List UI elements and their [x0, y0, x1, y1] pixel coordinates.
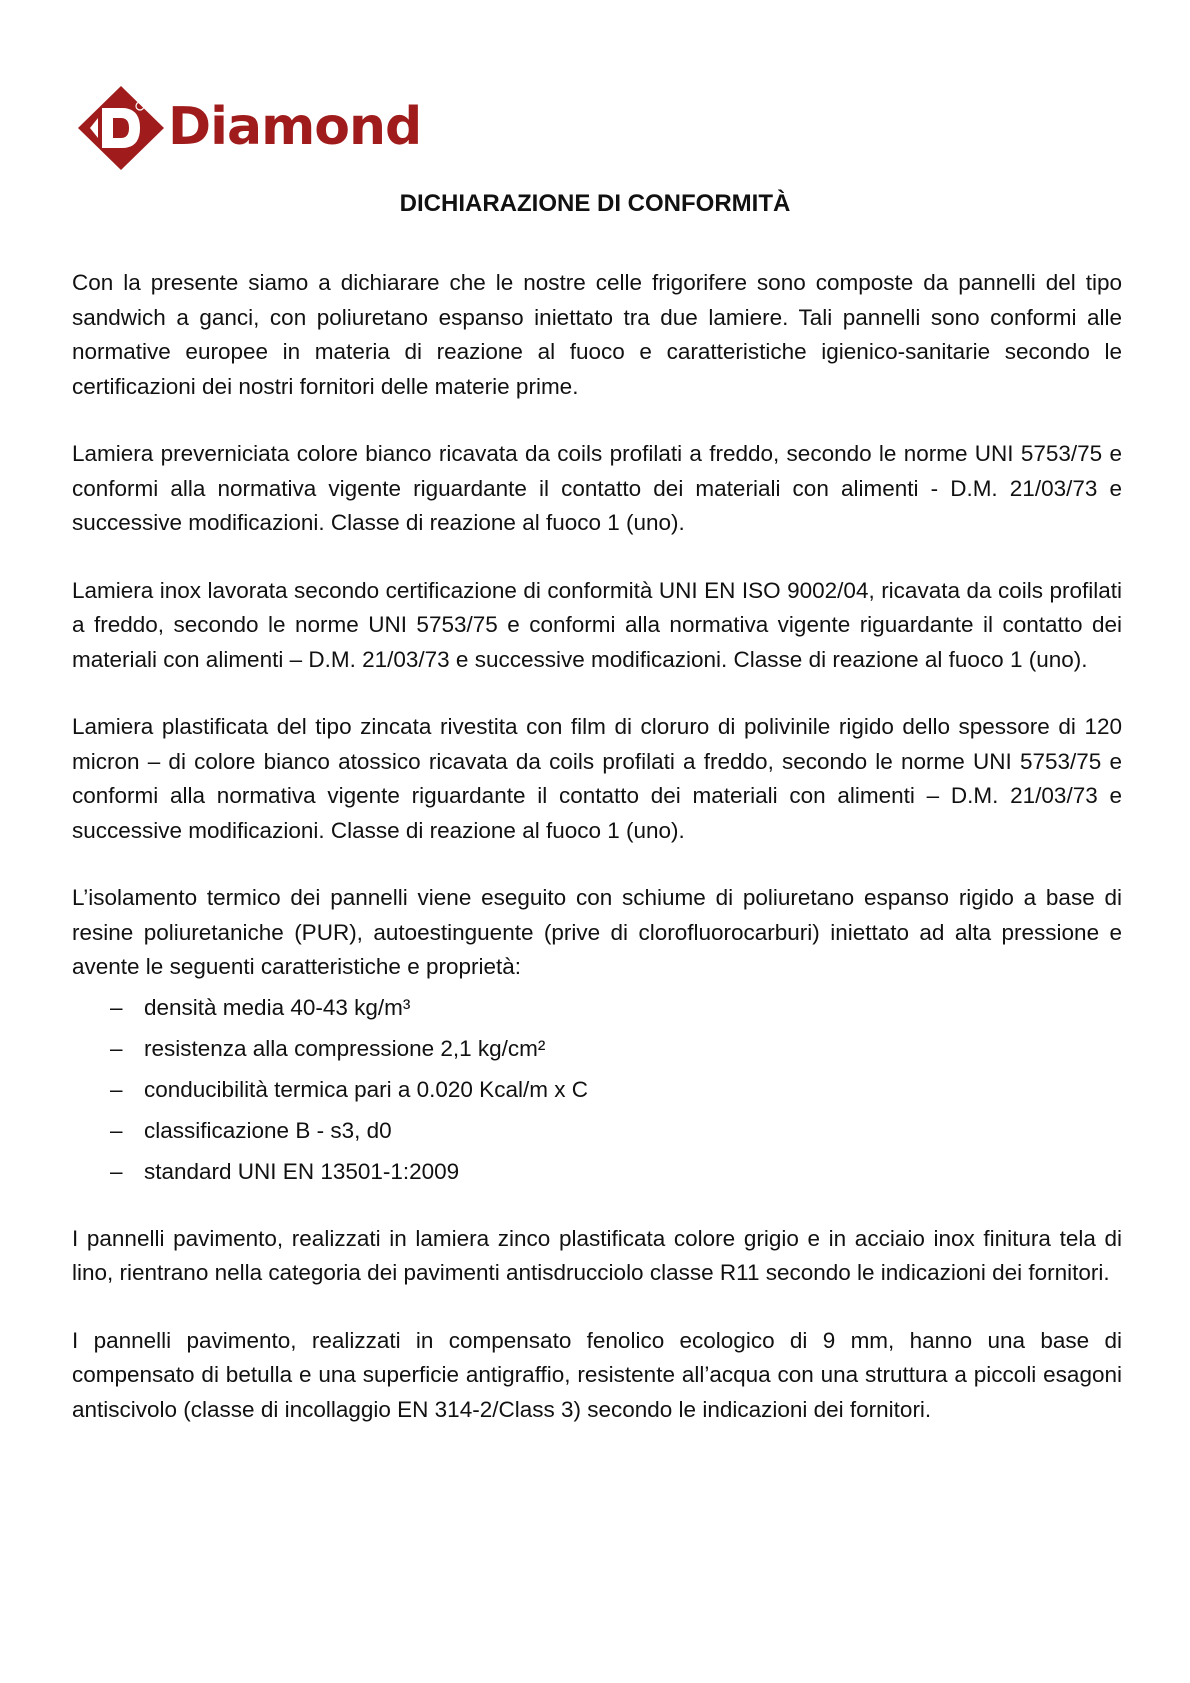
paragraph-floor-panels-metal: I pannelli pavimento, realizzati in lamiera zinco plastificata colore grigio e in acciaio inox finitura tela di lino, rientrano nella categoria dei pavimenti antisdrucciolo classe R11 secondo le indicazioni dei fornitori. — [72, 1225, 1122, 1285]
paragraph-intro: Con la presente siamo a dichiarare che le nostre celle frigorifere sono composte da pannelli del tipo sandwich a ganci, con poliuretano espanso iniettato tra due lamiere. Tali pannelli sono conformi alle normative europee in materia di reazione al fuoco e caratteristiche igienico-sanitarie secondo le certificazioni dei nostri fornitori delle materie prime. — [72, 270, 1122, 399]
list-item: – conducibilità termica pari a 0.020 Kcal/m x C — [110, 1069, 1122, 1110]
dash-bullet-icon: – — [110, 994, 123, 1020]
dash-bullet-icon: – — [110, 1035, 123, 1061]
list-item: – classificazione B - s3, d0 — [110, 1110, 1122, 1151]
diamond-logo — [76, 84, 422, 172]
dash-bullet-icon: – — [110, 1158, 123, 1184]
paragraph-stainless-sheet: Lamiera inox lavorata secondo certificazione di conformità UNI EN ISO 9002/04, ricavata da coils profilati a freddo, secondo le norme UNI 5753/75 e conformi alla normativa vigente riguardante il contatto dei materiali con alimenti – D.M. 21/03/73 e successive modificazioni. Classe di reazione al fuoco 1 (uno). — [72, 577, 1122, 672]
list-item: – resistenza alla compressione 2,1 kg/cm² — [110, 1028, 1122, 1069]
list-item: – standard UNI EN 13501-1:2009 — [110, 1151, 1122, 1192]
document-body — [72, 266, 1122, 1460]
paragraph-floor-panels-plywood: I pannelli pavimento, realizzati in compensato fenolico ecologico di 9 mm, hanno una base di compensato di betulla e una superficie antigraffio, resistente all’acqua con una struttura a piccoli esagoni antiscivolo (classe di incollaggio EN 314-2/Class 3) secondo le indicazioni dei fornitori. — [72, 1327, 1122, 1422]
dash-bullet-icon: – — [110, 1117, 123, 1143]
paragraph-prepainted-sheet: Lamiera preverniciata colore bianco ricavata da coils profilati a freddo, secondo le norme UNI 5753/75 e conformi alla normativa vigente riguardante il contatto dei materiali con alimenti - D.M. 21/03/73 e successive modificazioni. Classe di reazione al fuoco 1 (uno). — [72, 441, 1122, 535]
document-title: DICHIARAZIONE DI CONFORMITÀ — [399, 190, 791, 217]
brand-name: Diamond — [168, 97, 422, 157]
paragraph-plasticized-sheet: Lamiera plastificata del tipo zincata rivestita con film di cloruro di polivinile rigido dello spessore di 120 micron – di colore bianco atossico ricavata da coils profilati a freddo, secondo le norme UNI 5753/75 e conformi alla normativa vigente riguardante il contatto dei materiali con alimenti – D.M. 21/03/73 e successive modificazioni. Classe di reazione al fuoco 1 (uno). — [72, 714, 1122, 843]
insulation-properties-list — [72, 987, 1122, 1192]
list-item: – densità media 40-43 kg/m³ — [110, 987, 1122, 1028]
paragraph-insulation: L’isolamento termico dei pannelli viene eseguito con schiume di poliuretano espanso rigido a base di resine poliuretaniche (PUR), autoestinguente (prive di clorofluorocarburi) iniettato ad alta pressione e avente le seguenti caratteristiche e proprietà: — [72, 885, 1122, 979]
diamond-mark-icon — [76, 84, 166, 172]
dash-bullet-icon: – — [110, 1076, 123, 1102]
